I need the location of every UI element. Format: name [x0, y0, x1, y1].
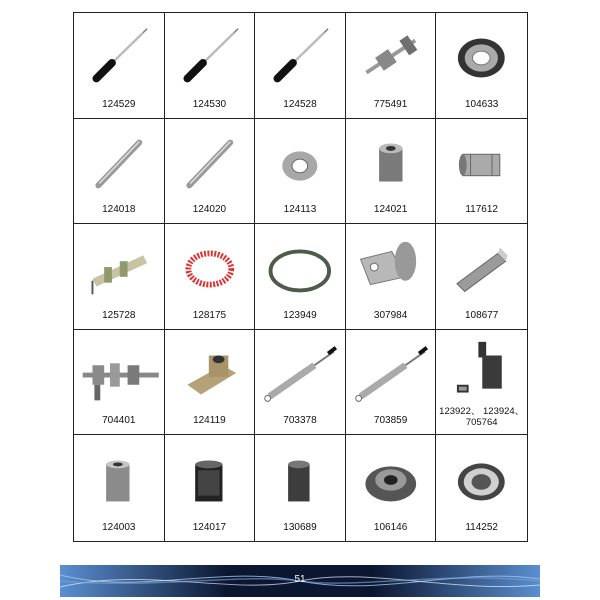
part-number: 124017 — [192, 521, 227, 533]
part-number: 124528 — [283, 98, 317, 110]
flanged-ring-icon — [346, 441, 436, 519]
part-number: 123922、 123924、 705764 — [439, 406, 525, 429]
catalog-cell — [74, 224, 165, 330]
catalog-cell — [436, 119, 527, 225]
catalog-cell — [165, 13, 256, 119]
green-belt-icon — [255, 230, 345, 308]
part-number: 307984 — [373, 309, 408, 321]
catalog-cell — [74, 435, 165, 541]
catalog-cell — [346, 13, 437, 119]
catalog-cell — [346, 330, 437, 436]
part-number: 125728 — [102, 309, 136, 321]
catalog-cell — [436, 13, 527, 119]
part-number: 704401 — [102, 415, 136, 427]
catalog-cell — [165, 330, 256, 436]
part-number: 703378 — [283, 415, 317, 427]
metal-ring-icon — [255, 125, 345, 203]
linear-bearing-icon — [436, 125, 527, 203]
page-footer-banner — [60, 565, 540, 597]
part-number: 124113 — [283, 204, 317, 216]
metal-sleeve-icon — [74, 441, 164, 519]
catalog-cell — [74, 119, 165, 225]
catalog-cell — [346, 224, 437, 330]
catalog-cell — [255, 13, 346, 119]
part-number: 104633 — [465, 98, 499, 110]
clamp-bracket-icon — [346, 230, 436, 308]
catalog-cell — [436, 224, 527, 330]
brass-block-icon — [165, 336, 255, 414]
shaft-assembly-icon — [74, 336, 164, 414]
metal-bushing-icon — [346, 125, 436, 203]
part-number: 124021 — [373, 204, 408, 216]
steel-rod-icon — [165, 125, 255, 203]
catalog-cell — [74, 13, 165, 119]
hex-bar-icon — [436, 230, 527, 308]
catalog-cell — [165, 119, 256, 225]
catalog-cell — [255, 435, 346, 541]
part-number: 124529 — [102, 98, 136, 110]
rubber-bushing-icon — [165, 441, 255, 519]
red-timing-belt-icon — [165, 230, 255, 308]
cam-bracket-icon — [74, 230, 164, 308]
part-number: 114252 — [465, 521, 498, 533]
part-number: 775491 — [373, 98, 408, 110]
steel-rod-icon — [74, 125, 164, 203]
part-number: 124003 — [102, 521, 136, 533]
parts-catalog-grid — [73, 12, 528, 542]
screwdriver-tool-icon — [165, 19, 255, 97]
catalog-cell — [346, 119, 437, 225]
screwdriver-tool-icon — [255, 19, 345, 97]
part-number: 106146 — [373, 521, 408, 533]
part-number: 123949 — [283, 309, 317, 321]
ball-bearing-icon — [436, 19, 527, 97]
catalog-cell — [436, 330, 527, 436]
socket-tool-icon — [436, 336, 527, 414]
part-number: 124020 — [192, 204, 227, 216]
catalog-cell — [165, 224, 256, 330]
screwdriver-tool-icon — [74, 19, 164, 97]
catalog-cell — [346, 435, 437, 541]
pneumatic-cylinder-icon — [255, 336, 345, 414]
open-bearing-icon — [436, 441, 527, 519]
catalog-cell — [255, 224, 346, 330]
part-number: 124530 — [192, 98, 227, 110]
part-number: 124119 — [193, 415, 226, 427]
part-number: 128175 — [192, 309, 227, 321]
page-number: 51 — [294, 574, 306, 585]
catalog-cell — [165, 435, 256, 541]
pin-shaft-part-icon — [346, 19, 436, 97]
pneumatic-cylinder-icon — [346, 336, 436, 414]
dark-sleeve-icon — [255, 441, 345, 519]
part-number: 703859 — [373, 415, 408, 427]
catalog-cell — [255, 330, 346, 436]
part-number: 108677 — [465, 309, 499, 321]
part-number: 130689 — [283, 521, 317, 533]
part-number: 124018 — [102, 204, 136, 216]
catalog-cell — [255, 119, 346, 225]
catalog-cell — [436, 435, 527, 541]
catalog-cell — [74, 330, 165, 436]
part-number: 117612 — [465, 204, 498, 216]
